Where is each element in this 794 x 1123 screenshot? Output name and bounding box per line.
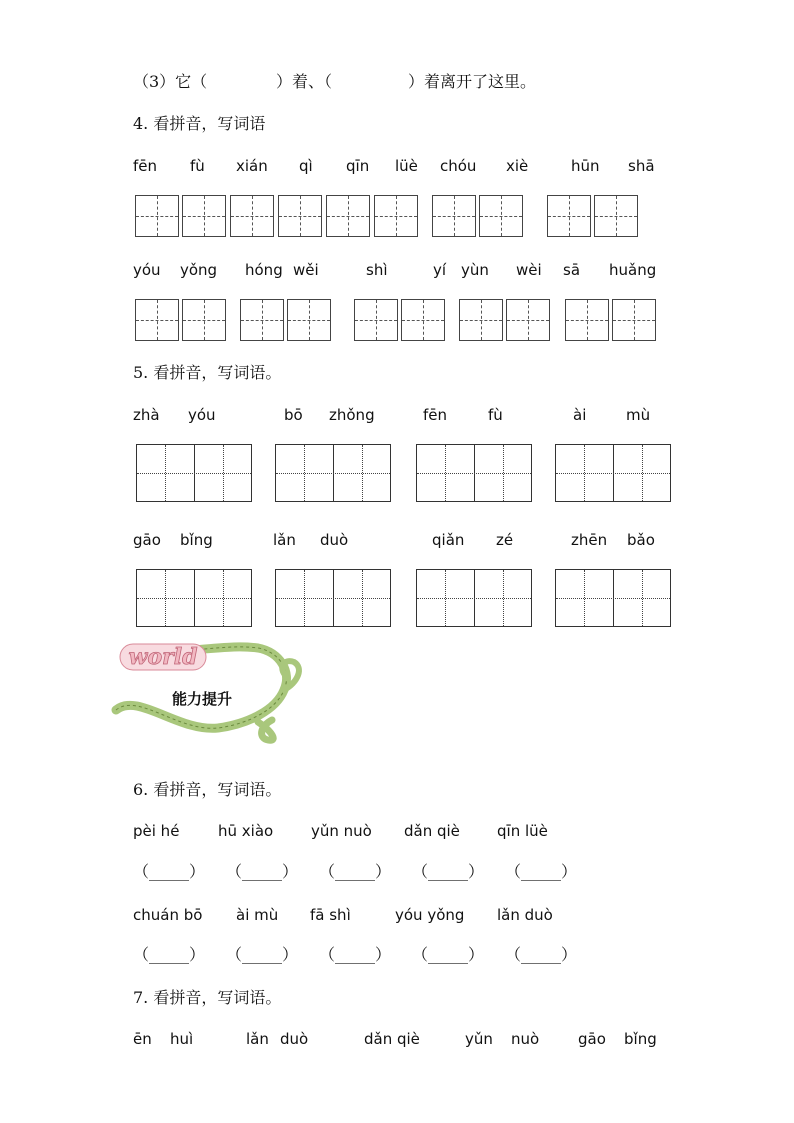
pinyin: bǐng [624, 1030, 657, 1048]
pinyin: yóu [188, 406, 216, 424]
writing-cell[interactable] [547, 195, 591, 237]
pinyin: fēn [423, 406, 448, 424]
sec4-title: 4. 看拼音，写词语 [133, 114, 266, 133]
pinyin: shì [366, 261, 388, 279]
answer-blank[interactable]: （_____） [133, 945, 206, 964]
pinyin: ài [573, 406, 587, 424]
pinyin: yǔn nuò [311, 822, 372, 840]
answer-blank[interactable]: （_____） [505, 945, 578, 964]
writing-cell[interactable] [594, 195, 638, 237]
writing-cell[interactable] [278, 195, 322, 237]
pinyin: zé [496, 531, 514, 549]
answer-blank[interactable]: （_____） [133, 862, 206, 881]
sec5-title: 5. 看拼音，写词语。 [133, 363, 282, 382]
word-box[interactable] [416, 569, 532, 627]
pinyin: fù [190, 157, 205, 175]
pinyin: hóng [245, 261, 283, 279]
pinyin: bō [284, 406, 303, 424]
writing-cell[interactable] [432, 195, 476, 237]
q3-prefix: （3）它（ [133, 72, 208, 91]
writing-cell[interactable] [326, 195, 370, 237]
writing-cell[interactable] [182, 195, 226, 237]
writing-cell[interactable] [240, 299, 284, 341]
pinyin: bǐng [180, 531, 213, 549]
word-box[interactable] [555, 444, 671, 502]
answer-blank[interactable]: （_____） [412, 862, 485, 881]
pinyin: yóu yǒng [395, 906, 465, 924]
pinyin: yùn [461, 261, 489, 279]
pinyin: duò [280, 1030, 309, 1048]
sec4-row2-grid [0, 299, 794, 342]
pinyin: shā [628, 157, 655, 175]
writing-cell[interactable] [506, 299, 550, 341]
pinyin: fēn [133, 157, 158, 175]
pinyin: hūn [571, 157, 600, 175]
pinyin: qīn lüè [497, 822, 548, 840]
badge-word: world [128, 644, 198, 670]
word-box[interactable] [136, 569, 252, 627]
pinyin: sā [563, 261, 581, 279]
writing-cell[interactable] [135, 195, 179, 237]
pinyin: dǎn qiè [364, 1030, 420, 1048]
writing-cell[interactable] [287, 299, 331, 341]
pinyin: yóu [133, 261, 161, 279]
q3-mid: ）着、（ [276, 72, 333, 91]
writing-cell[interactable] [135, 299, 179, 341]
pinyin: lüè [395, 157, 418, 175]
writing-cell[interactable] [230, 195, 274, 237]
pinyin: nuò [511, 1030, 540, 1048]
sec7-title: 7. 看拼音，写词语。 [133, 988, 282, 1007]
pinyin: mù [626, 406, 651, 424]
writing-cell[interactable] [401, 299, 445, 341]
word-box[interactable] [555, 569, 671, 627]
pinyin: wěi [293, 261, 319, 279]
pinyin: chóu [440, 157, 477, 175]
writing-cell[interactable] [612, 299, 656, 341]
pinyin: hū xiào [218, 822, 274, 840]
pinyin: lǎn [246, 1030, 269, 1048]
pinyin: zhǒng [329, 406, 375, 424]
badge-label: 能力提升 [172, 690, 233, 708]
writing-cell[interactable] [354, 299, 398, 341]
sec5-row1-boxes [0, 444, 794, 504]
sec6-title: 6. 看拼音，写词语。 [133, 780, 282, 799]
pinyin: ēn [133, 1030, 152, 1048]
pinyin: bǎo [627, 531, 655, 549]
answer-blank[interactable]: （_____） [412, 945, 485, 964]
word-box[interactable] [275, 569, 391, 627]
pinyin: ài mù [236, 906, 279, 924]
pinyin: gāo [133, 531, 161, 549]
sec4-row1-grid [0, 195, 794, 238]
pinyin: wèi [516, 261, 542, 279]
pinyin: yǔn [465, 1030, 493, 1048]
pinyin: lǎn duò [497, 906, 553, 924]
word-box[interactable] [275, 444, 391, 502]
pinyin: qiǎn [432, 531, 465, 549]
word-box[interactable] [136, 444, 252, 502]
pinyin: qīn [346, 157, 370, 175]
answer-blank[interactable]: （_____） [226, 945, 299, 964]
pinyin: xiè [506, 157, 529, 175]
pinyin: fā shì [310, 906, 351, 924]
answer-blank[interactable]: （_____） [319, 945, 392, 964]
pinyin: yí [433, 261, 447, 279]
writing-cell[interactable] [565, 299, 609, 341]
pinyin: gāo [578, 1030, 606, 1048]
sec5-row2-boxes [0, 569, 794, 629]
pinyin: huǎng [609, 261, 657, 279]
pinyin: chuán bō [133, 906, 203, 924]
writing-cell[interactable] [479, 195, 523, 237]
answer-blank[interactable]: （_____） [226, 862, 299, 881]
pinyin: qì [299, 157, 313, 175]
pinyin: duò [320, 531, 349, 549]
q3-suffix: ）着离开了这里。 [408, 72, 537, 91]
pinyin: xián [236, 157, 268, 175]
answer-blank[interactable]: （_____） [505, 862, 578, 881]
pinyin: zhēn [571, 531, 608, 549]
writing-cell[interactable] [182, 299, 226, 341]
pinyin: lǎn [273, 531, 296, 549]
pinyin: pèi hé [133, 822, 180, 840]
pinyin: fù [488, 406, 503, 424]
pinyin: zhà [133, 406, 160, 424]
pinyin: dǎn qiè [404, 822, 460, 840]
writing-cell[interactable] [374, 195, 418, 237]
answer-blank[interactable]: （_____） [319, 862, 392, 881]
pinyin: yǒng [180, 261, 218, 279]
word-box[interactable] [416, 444, 532, 502]
writing-cell[interactable] [459, 299, 503, 341]
pinyin: huì [170, 1030, 194, 1048]
